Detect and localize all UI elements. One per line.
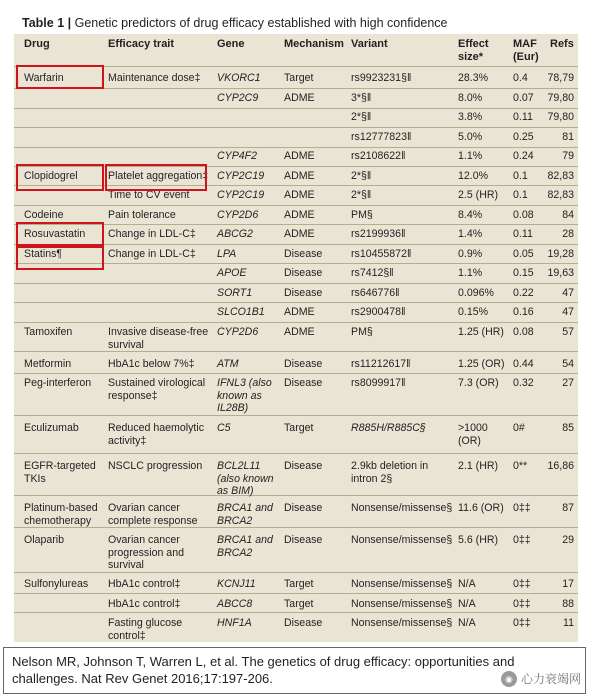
cell-drug: Platinum-based chemotherapy <box>24 502 98 527</box>
cell-drug: Olaparib <box>24 534 65 546</box>
cell-maf: 0.44 <box>513 358 534 370</box>
cell-maf: 0# <box>513 422 525 434</box>
cell-mechanism: ADME <box>284 189 315 201</box>
header-refs: Refs <box>550 38 574 50</box>
cell-variant: Nonsense/missense§ <box>351 578 453 590</box>
cell-maf: 0.05 <box>513 248 534 260</box>
cell-mechanism: Disease <box>284 358 323 370</box>
highlight-box-statins <box>16 246 104 270</box>
row-divider <box>14 495 578 496</box>
cell-variant: rs7412§‖ <box>351 267 394 279</box>
cell-mechanism: ADME <box>284 170 315 182</box>
header-drug: Drug <box>24 38 50 50</box>
cell-effect: 1.4% <box>458 228 483 240</box>
cell-trait: Platelet aggregation‡ <box>108 170 209 182</box>
cell-mechanism: ADME <box>284 209 315 221</box>
row-divider <box>14 612 578 613</box>
cell-variant: rs9923231§‖ <box>351 72 412 84</box>
cell-variant: PM§ <box>351 209 373 221</box>
cell-drug: Sulfonylureas <box>24 578 89 590</box>
cell-maf: 0.08 <box>513 209 534 221</box>
cell-drug: Clopidogrel <box>24 170 78 182</box>
row-divider <box>14 127 578 128</box>
cell-maf: 0.1 <box>513 170 528 182</box>
cell-effect: N/A <box>458 617 476 629</box>
cell-maf: 0.24 <box>513 150 534 162</box>
cell-drug: Eculizumab <box>24 422 79 434</box>
cell-variant: 2*§‖ <box>351 189 372 201</box>
cell-mechanism: ADME <box>284 150 315 162</box>
cell-trait: Ovarian cancer progression and survival <box>108 534 184 571</box>
cell-mechanism: Disease <box>284 377 323 389</box>
cell-refs: 47 <box>562 306 574 318</box>
row-divider <box>14 147 578 148</box>
cell-trait: Reduced haemolytic activity‡ <box>108 422 204 447</box>
row-divider <box>14 322 578 323</box>
cell-gene: CYP2D6 <box>217 326 259 338</box>
cell-gene: CYP2C9 <box>217 92 259 104</box>
highlight-box-rosuvastatin <box>16 222 104 246</box>
cell-refs: 28 <box>562 228 574 240</box>
cell-refs: 85 <box>562 422 574 434</box>
cell-variant: Nonsense/missense§ <box>351 534 453 546</box>
watermark <box>501 670 581 687</box>
cell-trait: Sustained virological response‡ <box>108 377 206 402</box>
cell-refs: 19,63 <box>547 267 574 279</box>
cell-trait: Fasting glucose control‡ <box>108 617 183 642</box>
cell-drug: Rosuvastatin <box>24 228 86 240</box>
cell-maf: 0‡‡ <box>513 534 531 546</box>
cell-refs: 54 <box>562 358 574 370</box>
cell-mechanism: Target <box>284 578 314 590</box>
cell-mechanism: Disease <box>284 534 323 546</box>
cell-mechanism: Target <box>284 598 314 610</box>
row-divider <box>14 415 578 416</box>
cell-refs: 27 <box>562 377 574 389</box>
cell-maf: 0.11 <box>513 228 533 240</box>
cell-refs: 79 <box>562 150 574 162</box>
cell-maf: 0‡‡ <box>513 598 531 610</box>
cell-effect: 3.8% <box>458 111 483 123</box>
chat-bubble-icon: ◉ <box>501 671 517 687</box>
cell-variant: R885H/R885C§ <box>351 422 426 434</box>
watermark-text: 心力衰竭网 <box>520 672 581 686</box>
row-divider <box>14 302 578 303</box>
cell-maf: 0.07 <box>513 92 534 104</box>
cell-mechanism: Disease <box>284 502 323 514</box>
cell-mechanism: Disease <box>284 617 323 629</box>
cell-effect: 0.15% <box>458 306 489 318</box>
cell-effect: 2.5 (HR) <box>458 189 499 201</box>
row-divider <box>14 593 578 594</box>
cell-effect: 1.1% <box>458 150 483 162</box>
cell-variant: rs2900478‖ <box>351 306 406 318</box>
cell-refs: 78,79 <box>547 72 574 84</box>
cell-refs: 87 <box>562 502 574 514</box>
cell-maf: 0.16 <box>513 306 534 318</box>
table-title <box>14 12 578 34</box>
cell-effect: 8.0% <box>458 92 483 104</box>
highlight-box-clopidogrel <box>16 164 104 191</box>
header-efficacy-trait: Efficacy trait <box>108 38 175 50</box>
cell-effect: 28.3% <box>458 72 489 84</box>
cell-maf: 0‡‡ <box>513 578 531 590</box>
cell-drug: Peg-interferon <box>24 377 92 389</box>
cell-trait: NSCLC progression <box>108 460 203 472</box>
cell-gene: ABCG2 <box>217 228 253 240</box>
header-mechanism: Mechanism <box>284 38 344 50</box>
header-maf: MAF (Eur) <box>513 38 539 63</box>
cell-variant: PM§ <box>351 326 373 338</box>
cell-mechanism: Disease <box>284 460 323 472</box>
highlight-box-clopidogrel-trait <box>105 164 207 191</box>
header-gene: Gene <box>217 38 245 50</box>
cell-effect: 5.6 (HR) <box>458 534 499 546</box>
cell-trait: HbA1c below 7%‡ <box>108 358 195 370</box>
cell-refs: 82,83 <box>547 189 574 201</box>
cell-trait: HbA1c control‡ <box>108 598 181 610</box>
table-label: Table 1 | <box>22 16 72 30</box>
cell-mechanism: Disease <box>284 248 323 260</box>
cell-gene: VKORC1 <box>217 72 261 84</box>
row-divider <box>14 453 578 454</box>
cell-refs: 11 <box>563 617 574 629</box>
cell-mechanism: ADME <box>284 92 315 104</box>
cell-refs: 19,28 <box>547 248 574 260</box>
cell-maf: 0.32 <box>513 377 534 389</box>
cell-refs: 29 <box>562 534 574 546</box>
cell-trait: Change in LDL-C‡ <box>108 228 196 240</box>
cell-gene: CYP2C19 <box>217 170 265 182</box>
cell-maf: 0.25 <box>513 131 534 143</box>
cell-mechanism: Target <box>284 422 314 434</box>
cell-variant: rs2199936‖ <box>351 228 406 240</box>
cell-variant: Nonsense/missense§ <box>351 502 453 514</box>
cell-variant: rs11212617‖ <box>351 358 411 370</box>
cell-variant: 2*§‖ <box>351 111 372 123</box>
cell-gene: BCL2L11 (also known as BIM) <box>217 460 274 497</box>
cell-maf: 0.22 <box>513 287 534 299</box>
cell-trait: Ovarian cancer complete response <box>108 502 198 527</box>
cell-trait: Invasive disease-free survival <box>108 326 209 351</box>
cell-effect: 1.25 (HR) <box>458 326 504 338</box>
row-divider <box>14 373 578 374</box>
cell-effect: 7.3 (OR) <box>458 377 499 389</box>
cell-trait: HbA1c control‡ <box>108 578 181 590</box>
cell-variant: 2*§‖ <box>351 170 372 182</box>
cell-maf: 0.08 <box>513 326 534 338</box>
cell-gene: BRCA1 and BRCA2 <box>217 534 273 559</box>
cell-gene: CYP4F2 <box>217 150 258 162</box>
cell-effect: 5.0% <box>458 131 483 143</box>
cell-drug: Statins¶ <box>24 248 63 260</box>
cell-variant: Nonsense/missense§ <box>351 598 453 610</box>
cell-maf: 0.15 <box>513 267 534 279</box>
cell-maf: 0.11 <box>513 111 533 123</box>
cell-effect: 0.096% <box>458 287 494 299</box>
row-divider <box>14 527 578 528</box>
cell-drug: Metformin <box>24 358 72 370</box>
cell-effect: 1.25 (OR) <box>458 358 505 370</box>
cell-gene: C5 <box>217 422 231 434</box>
table-title-text: Genetic predictors of drug efficacy established with high confidence <box>71 16 448 30</box>
cell-refs: 47 <box>562 287 574 299</box>
cell-gene: BRCA1 and BRCA2 <box>217 502 273 527</box>
cell-variant: rs646776‖ <box>351 287 400 299</box>
cell-effect: 8.4% <box>458 209 483 221</box>
cell-refs: 79,80 <box>547 92 574 104</box>
cell-refs: 84 <box>562 209 574 221</box>
highlight-box-warfarin <box>16 65 104 89</box>
cell-refs: 81 <box>562 131 574 143</box>
cell-maf: 0.4 <box>513 72 528 84</box>
row-divider <box>14 108 578 109</box>
cell-gene: LPA <box>217 248 237 260</box>
cell-effect: >1000 (OR) <box>458 422 488 447</box>
cell-effect: 2.1 (HR) <box>458 460 499 472</box>
cell-refs: 57 <box>562 326 574 338</box>
cell-drug: Warfarin <box>24 72 64 84</box>
cell-effect: 1.1% <box>458 267 483 279</box>
cell-refs: 16,86 <box>547 460 574 472</box>
row-divider <box>14 283 578 284</box>
cell-effect: N/A <box>458 598 476 610</box>
cell-effect: N/A <box>458 578 476 590</box>
row-divider <box>14 205 578 206</box>
cell-maf: 0** <box>513 460 528 472</box>
header-effect-size: Effect size* <box>458 38 489 63</box>
cell-maf: 0.1 <box>513 189 528 201</box>
cell-variant: rs8099917‖ <box>351 377 406 389</box>
cell-gene: SORT1 <box>217 287 253 299</box>
cell-mechanism: ADME <box>284 228 315 240</box>
cell-maf: 0‡‡ <box>513 617 531 629</box>
row-divider <box>14 351 578 352</box>
cell-drug: Tamoxifen <box>24 326 73 338</box>
header-variant: Variant <box>351 38 388 50</box>
cell-gene: HNF1A <box>217 617 252 629</box>
cell-gene: CYP2D6 <box>217 209 259 221</box>
cell-gene: SLCO1B1 <box>217 306 265 318</box>
cell-gene: ABCC8 <box>217 598 253 610</box>
cell-refs: 88 <box>562 598 574 610</box>
drug-efficacy-table <box>14 12 578 642</box>
cell-mechanism: Target <box>284 72 314 84</box>
cell-variant: Nonsense/missense§ <box>351 617 453 629</box>
cell-variant: 3*§‖ <box>351 92 372 104</box>
cell-variant: rs12777823‖ <box>351 131 412 143</box>
cell-drug: Codeine <box>24 209 64 221</box>
cell-variant: rs10455872‖ <box>351 248 412 260</box>
cell-gene: CYP2C19 <box>217 189 265 201</box>
cell-gene: IFNL3 (also known as IL28B) <box>217 377 272 414</box>
cell-drug: EGFR-targeted TKIs <box>24 460 96 485</box>
cell-gene: KCNJ11 <box>217 578 256 590</box>
cell-refs: 79,80 <box>547 111 574 123</box>
row-divider <box>14 572 578 573</box>
cell-refs: 82,83 <box>547 170 574 182</box>
cell-refs: 17 <box>562 578 574 590</box>
cell-trait: Maintenance dose‡ <box>108 72 201 84</box>
cell-gene: ATM <box>217 358 239 370</box>
citation: Nelson MR, Johnson T, Warren L, et al. The genetics of drug efficacy: opportunities and challenges. Nat Rev Genet 2016;17:197-206. <box>3 647 586 694</box>
cell-mechanism: ADME <box>284 326 315 338</box>
cell-gene: APOE <box>217 267 247 279</box>
cell-trait: Time to CV event <box>108 189 190 201</box>
cell-effect: 0.9% <box>458 248 483 260</box>
cell-mechanism: Disease <box>284 287 323 299</box>
cell-maf: 0‡‡ <box>513 502 531 514</box>
cell-effect: 12.0% <box>458 170 489 182</box>
cell-variant: rs2108622‖ <box>351 150 406 162</box>
cell-effect: 11.6 (OR) <box>458 502 504 514</box>
cell-trait: Change in LDL-C‡ <box>108 248 196 260</box>
cell-trait: Pain tolerance <box>108 209 176 221</box>
cell-variant: 2.9kb deletion in intron 2§ <box>351 460 429 485</box>
cell-mechanism: ADME <box>284 306 315 318</box>
cell-mechanism: Disease <box>284 267 323 279</box>
